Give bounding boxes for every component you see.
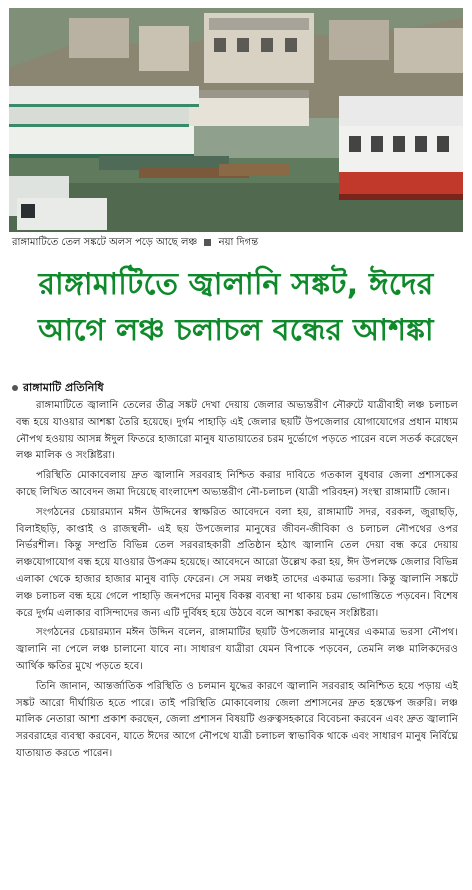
article-paragraph: তিনি জানান, আন্তর্জাতিক পরিস্থিতি ও চলমান যুদ্ধের কারণে জ্বালানি সরবরাহ অনিশ্চিত হয়ে পড়ায় এই সঙ্কট আরো দীর্ঘায়িত হতে পারে। তাই পরিস্থিতি মোকাবেলায় জেলা প্রশাসনের দ্রুত হস্তক্ষেপ জরুরি। লঞ্চ মালিক নেতারা আশা প্রকাশ করছেন, জেলা প্রশাসন বিষয়টি গুরুত্বসহকারে বিবেচনা করবেন এবং দ্রুত জ্বালানি সরবরাহের ব্যবস্থা করবেন, যাতে ঈদের আগে নৌপথে যাত্রী চলাচল স্বাভাবিক থাকে এবং সাধারণ মানুষ নির্বিঘ্নে যাতায়াত করতে পারেন। bbox=[16, 680, 458, 759]
byline-text: রাঙ্গামাটি প্রতিনিধি bbox=[23, 381, 104, 394]
article-paragraph: সংগঠনের চেয়ারম্যান মঈন উদ্দিন বলেন, রাঙ্গামাটির ছয়টি উপজেলার মানুষের একমাত্র ভরসা নৌপথ। জ্বালানি না পেলে লঞ্চ চালানো যাবে না। সাধারণ যাত্রীরা যেমন বিপাকে পড়বেন, তেমনি লঞ্চ মালিকদেরও আর্থিক ক্ষতির মুখে পড়তে হবে। bbox=[16, 627, 458, 672]
headline-line-1: রাঙ্গামাটিতে জ্বালানি সঙ্কট, ঈদের bbox=[38, 267, 434, 302]
headline bbox=[6, 262, 466, 354]
article-body bbox=[16, 398, 458, 766]
article-paragraph: রাঙ্গামাটিতে জ্বালানি তেলের তীব্র সঙ্কট দেখা দেয়ায় জেলার অভ্যন্তরীণ নৌরুটে যাত্রীবাহী লঞ্চ চলাচল বন্ধ হয়ে যাওয়ার আশঙ্কা তৈরি হয়েছে। দুর্গম পাহাড়ি এই জেলার ছয়টি উপজেলার যোগাযোগের প্রধান মাধ্যম নৌপথ হওয়ায় আসন্ন ঈদুল ফিতরে হাজারো মানুষ যাতায়াতের চরম দুর্ভোগে পড়তে পারেন বলে সতর্ক করেছেন লঞ্চ মালিক ও সংশ্লিষ্টরা। bbox=[16, 400, 458, 462]
news-photo-launches-at-ghat bbox=[9, 8, 463, 232]
article-paragraph: পরিস্থিতি মোকাবেলায় দ্রুত জ্বালানি সরবরাহ নিশ্চিত করার দাবিতে গতকাল বুধবার জেলা প্রশাসকের কাছে লিখিত আবেদন জমা দিয়েছে বাংলাদেশ অভ্যন্তরীণ নৌ-চলাচল (যাত্রী পরিবহন) সংস্থা রাঙ্গামাটি জোন। bbox=[16, 470, 458, 498]
caption-source: নয়া দিগন্ত bbox=[218, 237, 259, 248]
launch-ghat-illustration bbox=[9, 8, 463, 232]
byline bbox=[12, 379, 104, 398]
article-paragraph: সংগঠনের চেয়ারম্যান মঈন উদ্দিনের স্বাক্ষরিত আবেদনে বলা হয়, রাঙ্গামাটি সদর, বরকল, জুরাছড়ি, বিলাইছড়ি, কাপ্তাই ও রাজস্থলী- এই ছয় উপজেলার মানুষের জীবন-জীবিকা ও চলাচল নৌপথের ওপর নির্ভরশীল। কিন্তু সম্প্রতি বিভিন্ন তেল সরবরাহকারী প্রতিষ্ঠান হঠাৎ জ্বালানি তেল দেয়া বন্ধ করে দেয়ায় লঞ্চযোগাযোগ বন্ধ হয়ে যাওয়ার উপক্রম হয়েছে। আবেদনে আরো উল্লেখ করা হয়, ঈদ উপলক্ষে জেলার বিভিন্ন এলাকা থেকে হাজার হাজার মানুষ বাড়ি ফেরেন। সে সময় লঞ্চই তাদের একমাত্র ভরসা। কিন্তু জ্বালানি সঙ্কটে লঞ্চ চলাচল বন্ধ হয়ে গেলে পাহাড়ি জনপদের মানুষ বিকল্প ব্যবস্থা না থাকায় চরম ভোগান্তিতে পড়বেন। বিশেষ করে দুর্গম এলাকার বাসিন্দাদের জন্য এটি দুর্বিষহ হয়ে উঠবে বলে আশঙ্কা করছেন সংশ্লিষ্টরা। bbox=[16, 506, 459, 619]
caption-text: রাঙ্গামাটিতে তেল সঙ্কটে অলস পড়ে আছে লঞ্চ bbox=[12, 237, 198, 248]
caption-separator-square bbox=[204, 239, 211, 246]
byline-bullet bbox=[12, 385, 18, 391]
headline-line-2: আগে লঞ্চ চলাচল বন্ধের আশঙ্কা bbox=[38, 313, 434, 348]
photo-caption bbox=[12, 236, 462, 249]
